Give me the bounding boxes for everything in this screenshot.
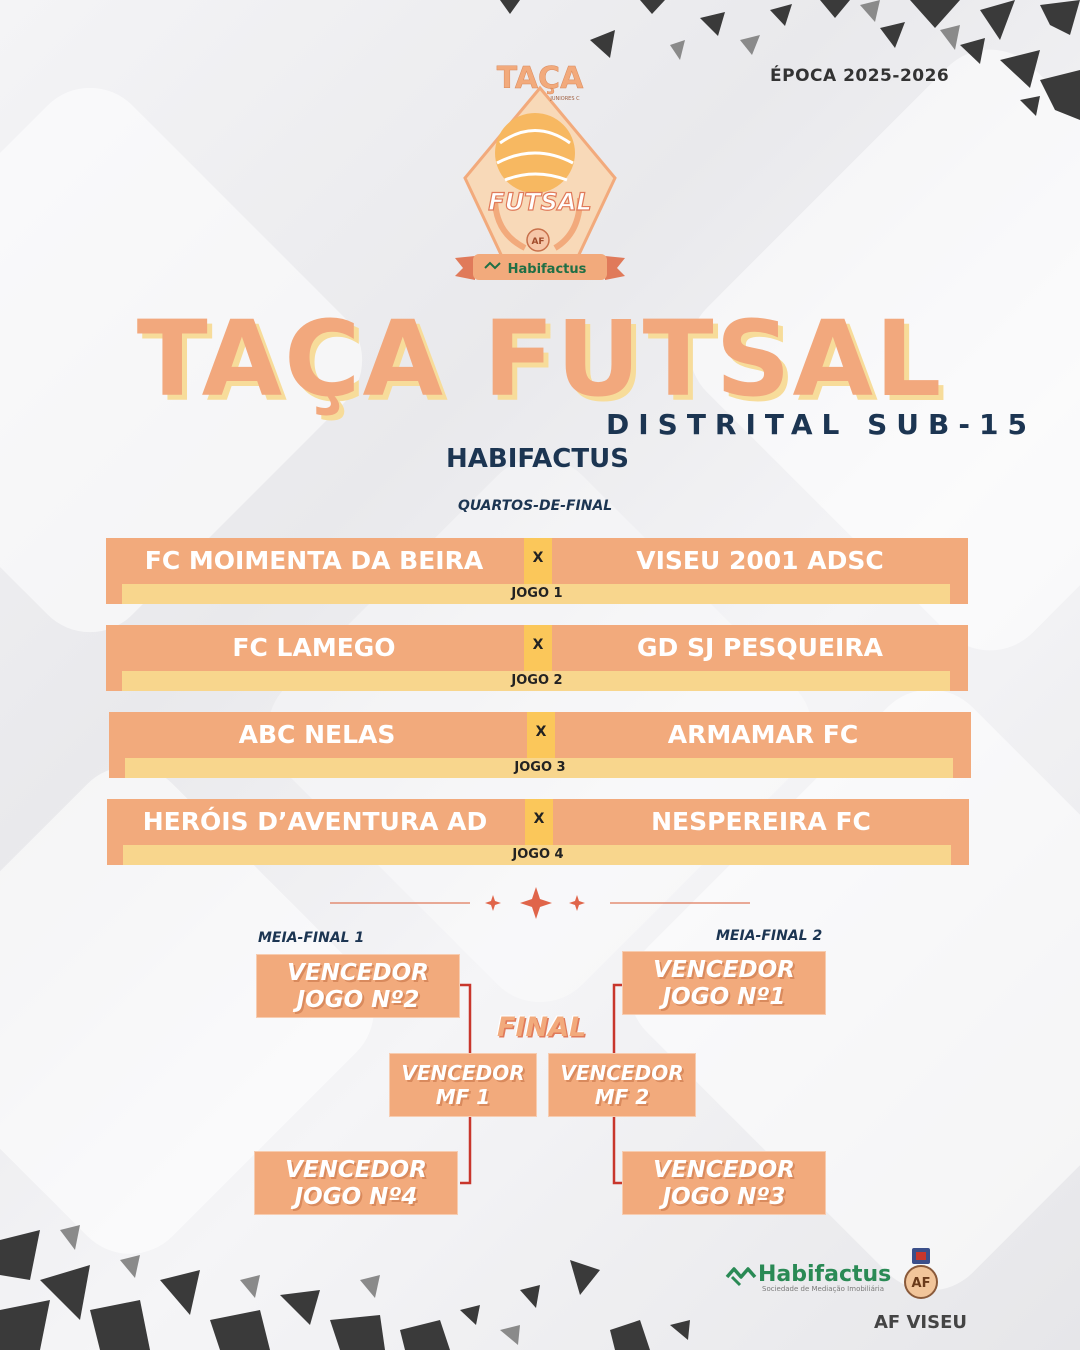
- winner-line: VENCEDOR: [653, 1157, 795, 1183]
- sparkle-divider-icon: [330, 885, 750, 921]
- home-team: ABC NELAS: [238, 720, 396, 749]
- home-team: HERÓIS D’AVENTURA AD: [142, 807, 488, 836]
- round-label: QUARTOS-DE-FINAL: [458, 498, 613, 514]
- page-title: TAÇA FUTSAL: [136, 298, 944, 420]
- winner-line: VENCEDOR: [560, 1061, 684, 1085]
- final-label: FINAL: [497, 1012, 587, 1043]
- versus-label: X: [532, 637, 544, 653]
- decorative-shards-bottom: [0, 1220, 720, 1350]
- page-subtitle: DISTRITAL SUB-15: [606, 408, 1036, 441]
- football-cup-logo-icon: [455, 58, 625, 288]
- logo-top-text: TAÇA: [496, 61, 584, 96]
- logo-bottom-text: FUTSAL: [488, 188, 592, 216]
- winner-line: MF 1: [435, 1085, 491, 1109]
- versus-label: X: [532, 550, 544, 566]
- winner-line: JOGO Nº1: [662, 984, 786, 1010]
- match-row: [106, 538, 968, 604]
- winner-line: VENCEDOR: [285, 1157, 427, 1183]
- season-label: ÉPOCA 2025-2026: [770, 66, 950, 86]
- final-winner-box: [548, 1053, 696, 1117]
- winner-line: MF 2: [594, 1085, 650, 1109]
- logo-ribbon-text: Habifactus: [507, 262, 587, 277]
- af-viseu-crest-icon: [903, 1248, 939, 1300]
- home-team: FC MOIMENTA DA BEIRA: [144, 546, 484, 575]
- association-name: AF VISEU: [874, 1312, 967, 1333]
- logo-small-text: JUNIORES C: [550, 96, 580, 102]
- habifactus-logo-icon: [724, 1263, 758, 1287]
- winner-box: [622, 951, 826, 1015]
- final-winner-box: [389, 1053, 537, 1117]
- semifinal-2-label: MEIA-FINAL 2: [716, 928, 823, 944]
- game-label: JOGO 2: [511, 673, 563, 688]
- away-team: VISEU 2001 ADSC: [636, 546, 884, 575]
- winner-line: VENCEDOR: [401, 1061, 525, 1085]
- game-label: JOGO 4: [512, 847, 564, 862]
- sponsor-footer-logo: [724, 1262, 891, 1293]
- logo-crest-text: AF: [531, 237, 545, 247]
- semifinal-1-label: MEIA-FINAL 1: [258, 930, 365, 946]
- versus-label: X: [535, 724, 547, 740]
- winner-line: JOGO Nº2: [296, 987, 420, 1013]
- winner-line: JOGO Nº4: [294, 1184, 418, 1210]
- winner-box: [622, 1151, 826, 1215]
- versus-label: X: [533, 811, 545, 827]
- sponsor-tagline: Sociedade de Mediação Imobiliária: [762, 1285, 885, 1293]
- svg-text:AF: AF: [911, 1276, 931, 1291]
- sponsor-title: HABIFACTUS: [446, 444, 629, 474]
- match-row: [106, 625, 968, 691]
- match-row: [109, 712, 971, 778]
- winner-line: VENCEDOR: [287, 960, 429, 986]
- winner-box: [254, 1151, 458, 1215]
- game-label: JOGO 1: [511, 586, 563, 601]
- away-team: ARMAMAR FC: [667, 720, 859, 749]
- winner-line: VENCEDOR: [653, 957, 795, 983]
- winner-box: [256, 954, 460, 1018]
- away-team: NESPEREIRA FC: [651, 807, 871, 836]
- home-team: FC LAMEGO: [232, 633, 396, 662]
- winner-line: JOGO Nº3: [662, 1184, 786, 1210]
- sponsor-name: Habifactus: [758, 1262, 892, 1287]
- away-team: GD SJ PESQUEIRA: [637, 633, 883, 662]
- game-label: JOGO 3: [514, 760, 566, 775]
- match-row: [107, 799, 969, 865]
